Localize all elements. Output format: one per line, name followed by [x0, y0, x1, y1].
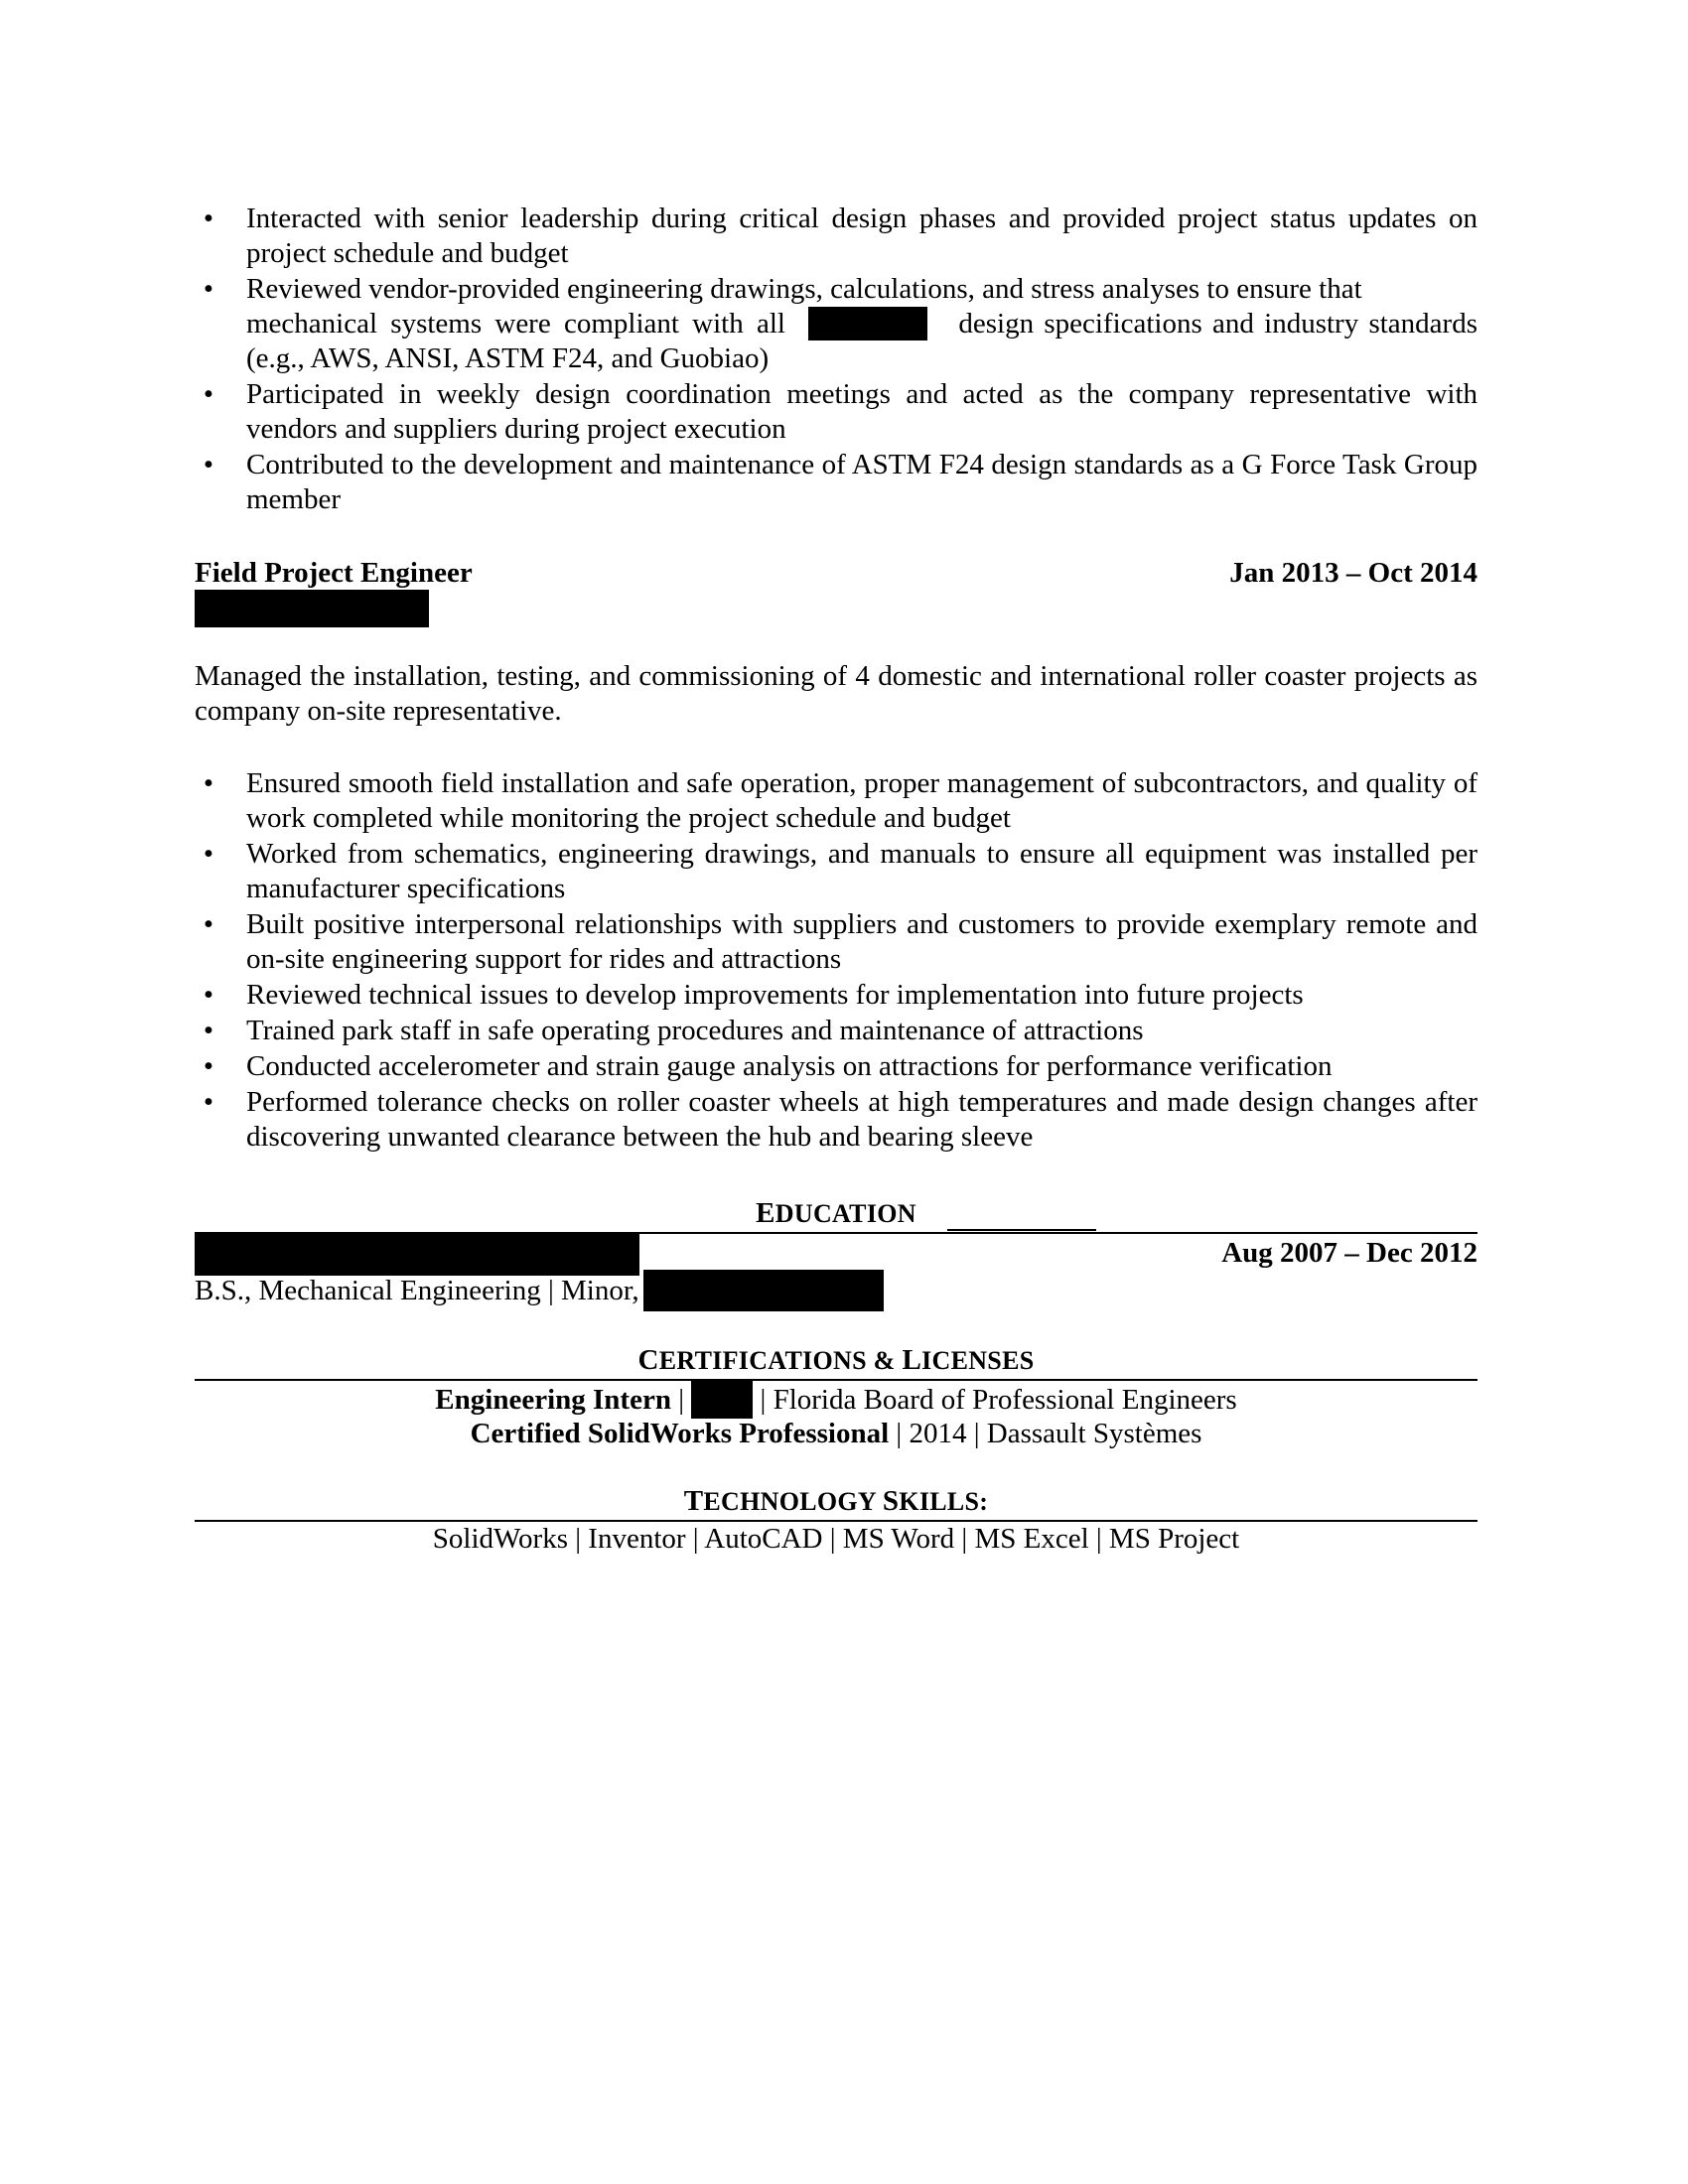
redaction-bar: [643, 1270, 884, 1311]
bullet-icon: •: [203, 908, 214, 940]
skills-list: SolidWorks | Inventor | AutoCAD | MS Word | MS Excel | MS Project: [432, 1523, 1240, 1555]
education-heading: EDUCATION: [756, 1197, 916, 1229]
job-title: Field Project Engineer: [195, 557, 473, 589]
education-degree-line: [195, 1270, 884, 1311]
bullet-text: (e.g., AWS, ANSI, ASTM F24, and Guobiao): [246, 342, 770, 374]
certification-issuer: | Florida Board of Professional Engineers: [753, 1383, 1237, 1416]
certification-issuer: | 2014 | Dassault Systèmes: [889, 1418, 1202, 1449]
job-summary: Managed the installation, testing, and commissioning of 4 domestic and international roller coaster projects as company on-site representative.: [195, 660, 1477, 727]
bullet-text: Conducted accelerometer and strain gauge analysis on attractions for performance verification: [246, 1050, 1333, 1082]
list-item: [195, 766, 1477, 836]
list-item: [195, 272, 1477, 376]
bullet-text: Interacted with senior leadership during critical design phases and provided project status updates on project schedule and budget: [246, 203, 1477, 269]
list-item: [195, 1085, 1477, 1155]
job-dates: Jan 2013 – Oct 2014: [1229, 557, 1477, 589]
list-item: [195, 978, 1477, 1013]
education-dates: Aug 2007 – Dec 2012: [1221, 1237, 1477, 1269]
bullet-text: Trained park staff in safe operating procedures and maintenance of attractions: [246, 1015, 1144, 1046]
bullet-text: Reviewed technical issues to develop improvements for implementation into future projects: [246, 979, 1304, 1011]
bullet-icon: •: [203, 1050, 214, 1082]
bullet-text: Ensured smooth field installation and safe operation, proper management of subcontractors, and quality of work completed while monitoring the project schedule and budget: [246, 767, 1477, 834]
job-header: [195, 555, 1477, 591]
list-item: [195, 202, 1477, 271]
bullet-text-segment: mechanical systems were compliant with all: [246, 308, 785, 340]
certifications-heading: CERTIFICATIONS & LICENSES: [637, 1344, 1035, 1376]
bullet-icon: •: [203, 449, 214, 480]
bullet-icon: •: [203, 1015, 214, 1046]
redaction-bar: [808, 307, 927, 341]
degree-text: B.S., Mechanical Engineering | Minor,: [195, 1275, 639, 1306]
bullet-icon: •: [203, 1086, 214, 1118]
bullet-text: Contributed to the development and maintenance of ASTM F24 design standards as a G Force Task Group member: [246, 449, 1477, 515]
bullet-icon: •: [203, 273, 214, 305]
list-item: [195, 1014, 1477, 1048]
bullet-icon: •: [203, 203, 214, 234]
list-item: [195, 837, 1477, 906]
bullet-line: [246, 307, 1477, 341]
bullet-text: Performed tolerance checks on roller coaster wheels at high temperatures and made design changes after discovering unwanted clearance between the hub and bearing sleeve: [246, 1086, 1477, 1153]
list-item: [195, 907, 1477, 977]
bullet-icon: •: [203, 378, 214, 410]
list-item: [195, 1049, 1477, 1084]
redaction-bar: [195, 590, 429, 627]
list-item: [195, 377, 1477, 447]
bullet-icon: •: [203, 838, 214, 870]
bullet-icon: •: [203, 979, 214, 1011]
list-item: [195, 448, 1477, 517]
bullet-text: Reviewed vendor-provided engineering drawings, calculations, and stress analyses to ensure that: [246, 273, 1362, 305]
redaction-bar: [691, 1381, 753, 1419]
job-bullet-list: [195, 766, 1477, 1156]
heading-underline-accent: [947, 1229, 1096, 1231]
bullet-icon: •: [203, 767, 214, 799]
bullet-text: Built positive interpersonal relationships with suppliers and customers to provide exemplary remote and on-site engineering support for rides and attractions: [246, 908, 1477, 975]
bullet-text: Participated in weekly design coordination meetings and acted as the company representative with vendors and suppliers during project execution: [246, 378, 1477, 445]
certification-line: Engineering Intern | | Florida Board of Professional Engineers: [195, 1381, 1477, 1419]
experience-bullet-list: [195, 202, 1477, 518]
bullet-text-segment: design specifications and industry standards: [958, 308, 1477, 340]
skills-heading: TECHNOLOGY SKILLS:: [683, 1485, 989, 1517]
certification-name: Engineering Intern: [435, 1383, 671, 1416]
certification-name: Certified SolidWorks Professional: [470, 1418, 890, 1449]
bullet-text: Worked from schematics, engineering drawings, and manuals to ensure all equipment was installed per manufacturer specifications: [246, 838, 1477, 904]
certification-line: [195, 1417, 1477, 1451]
